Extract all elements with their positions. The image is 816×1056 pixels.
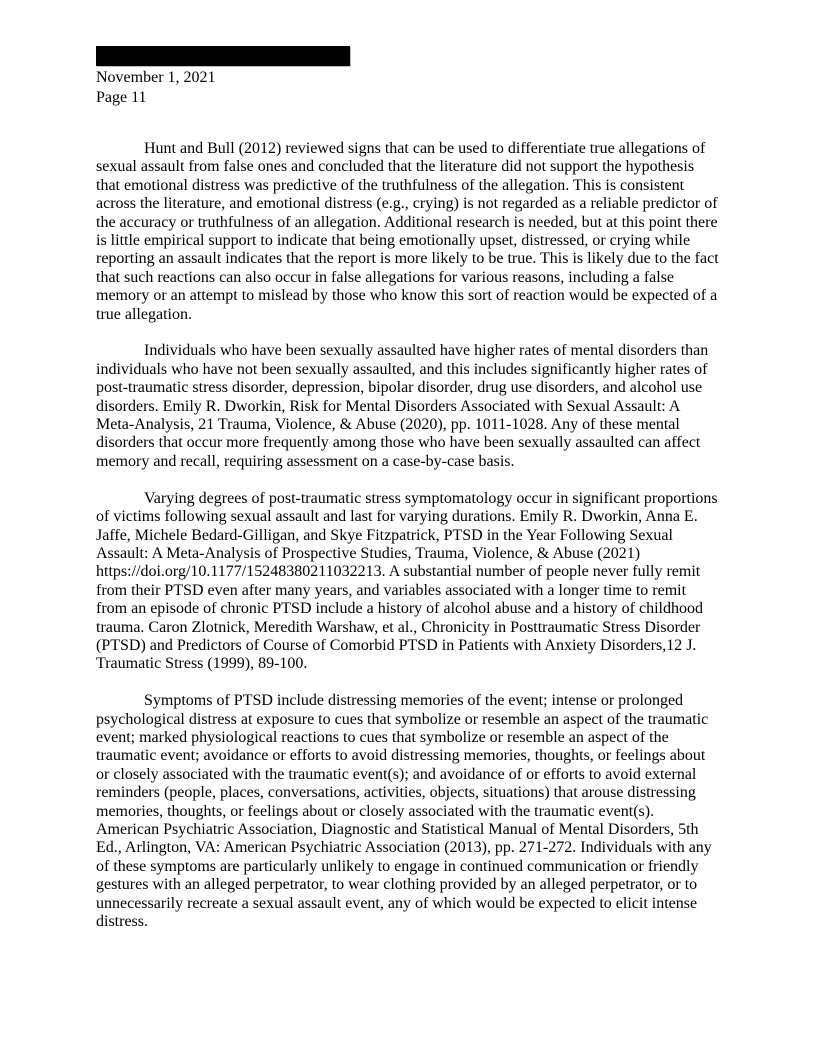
letter-body xyxy=(96,140,720,931)
paragraph-4: Symptoms of PTSD include distressing memories of the event; intense or prolonged psychological distress at exposure to cues that symbolize or resemble an aspect of the traumatic event; marked physiological reactions to cues that symbolize or resemble an aspect of the traumatic event; avoidance or efforts to avoid distressing memories, thoughts, or feelings about or closely associated with the traumatic event(s); and avoidance of or efforts to avoid external reminders (people, places, conversations, activities, objects, situations) that arouse distressing memories, thoughts, or feelings about or closely associated with the traumatic event(s). American Psychiatric Association, Diagnostic and Statistical Manual of Mental Disorders, 5th Ed., Arlington, VA: American Psychiatric Association (2013), pp. 271-272. Individuals with any of these symptoms are particularly unlikely to engage in continued communication or friendly gestures with an alleged perpetrator, to wear clothing provided by an alleged perpetrator, or to unnecessarily recreate a sexual assault event, any of which would be expected to elicit intense distress. xyxy=(96,692,712,931)
letter-date: November 1, 2021 xyxy=(96,69,216,86)
page-number-label: Page 11 xyxy=(96,88,147,106)
redaction-bar xyxy=(96,46,350,66)
paragraph-3: Varying degrees of post-traumatic stress symptomatology occur in significant proportions of victims following sexual assault and last for varying durations. Emily R. Dworkin, Anna E. Jaffe, Michele Bedard-Gilligan, and Skye Fitzpatrick, PTSD in the Year Following Sexual Assault: A Meta-Analysis of Prospective Studies, Trauma, Violence, & Abuse (2021) https://doi.org/10.1177/15248380211032213. A substantial number of people never fully remit from their PTSD even after many years, and variables associated with a longer time to remit from an episode of chronic PTSD include a history of alcohol abuse and a history of childhood trauma. Caron Zlotnick, Meredith Warshaw, et al., Chronicity in Posttraumatic Stress Disorder (PTSD) and Predictors of Course of Comorbid PTSD in Patients with Anxiety Disorders,12 J. Traumatic Stress (1999), 89-100. xyxy=(96,489,718,673)
paragraph-1: Hunt and Bull (2012) reviewed signs that can be used to differentiate true allegations of sexual assault from false ones and concluded that the literature did not support the hypothesis that emotional distress was predictive of the truthfulness of the allegation. This is consistent across the literature, and emotional distress (e.g., crying) is not regarded as a reliable predictor of the accuracy or truthfulness of an allegation. Additional research is needed, but at this point there is little empirical support to indicate that being emotionally upset, distressed, or crying while reporting an assault indicates that the report is more likely to be true. This is likely due to the fact that such reactions can also occur in false allegations for various reasons, including a false memory or an attempt to mislead by those who know this sort of reaction would be expected of a true allegation. xyxy=(96,140,719,323)
paragraph-2: Individuals who have been sexually assaulted have higher rates of mental disorders than individuals who have not been sexually assaulted, and this includes significantly higher rates of post-traumatic stress disorder, depression, bipolar disorder, drug use disorders, and alcohol use disorders. Emily R. Dworkin, Risk for Mental Disorders Associated with Sexual Assault: A Meta-Analysis, 21 Trauma, Violence, & Abuse (2020), pp. 1011-1028. Any of these mental disorders that occur more frequently among those who have been sexually assaulted can affect memory and recall, requiring assessment on a case-by-case basis. xyxy=(96,342,709,470)
